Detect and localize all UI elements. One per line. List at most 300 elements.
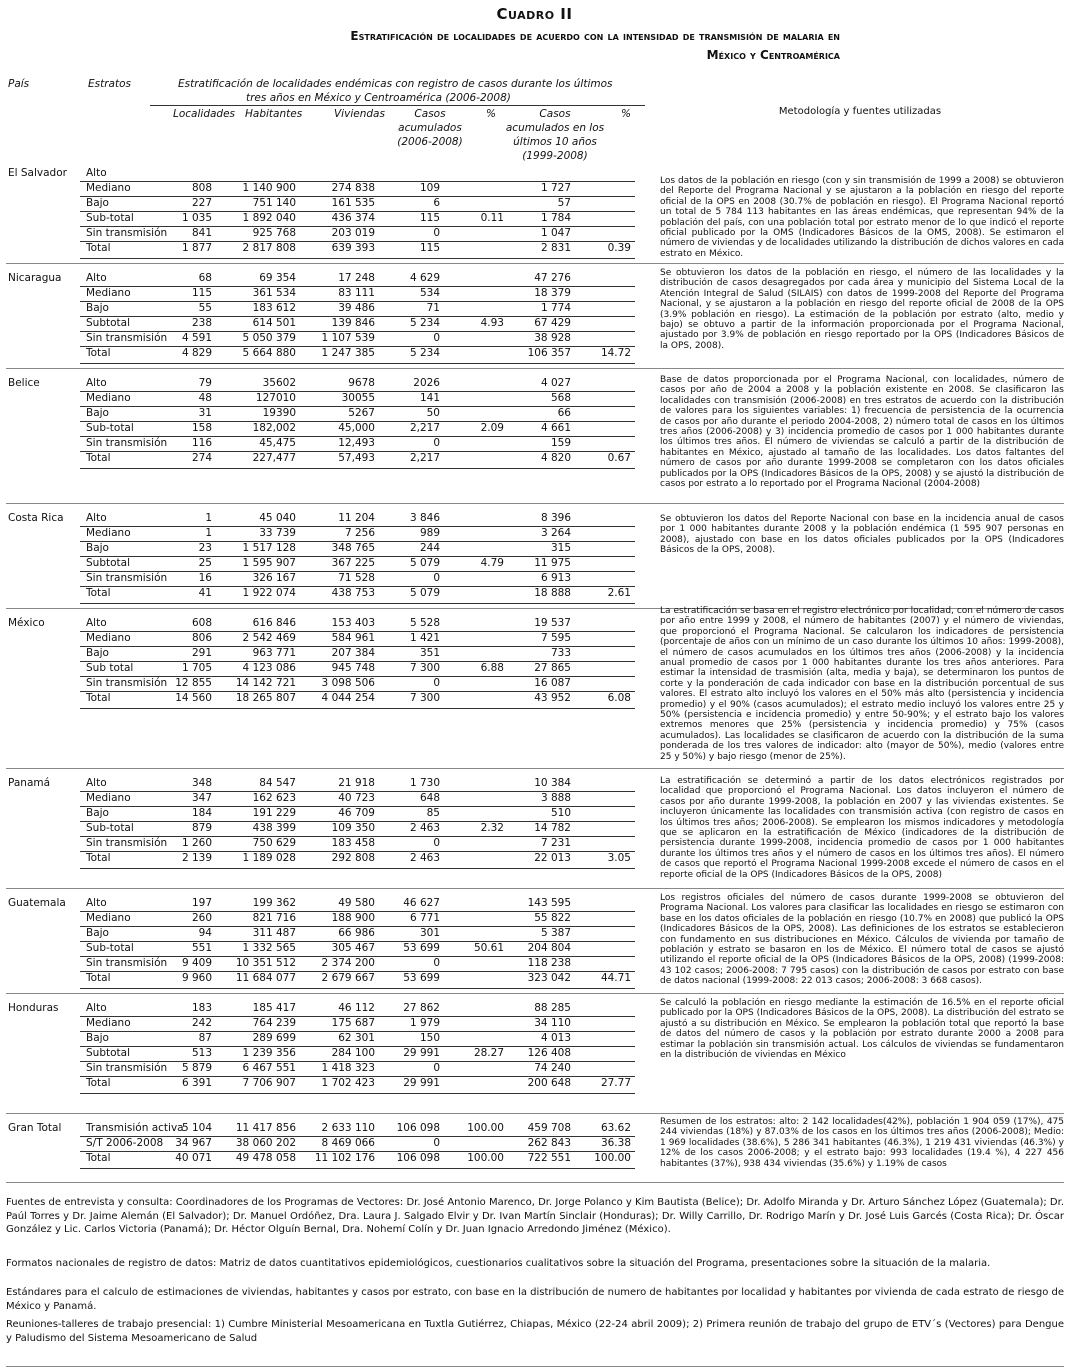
country-separator [6, 368, 1064, 369]
localidades-cell: 1 035 [181, 212, 212, 224]
localidades-cell: 608 [191, 617, 212, 629]
casos-cell: 5 528 [409, 617, 440, 629]
estrato-cell: Alto [86, 167, 107, 179]
row-rule [80, 676, 635, 677]
casos-10-cell: 16 087 [534, 677, 571, 689]
viviendas-cell: 945 748 [331, 662, 375, 674]
habitantes-cell: 191 229 [252, 807, 296, 819]
header-casos [385, 107, 475, 149]
casos-cell: 5 079 [409, 557, 440, 569]
localidades-cell: 23 [198, 542, 212, 554]
casos-cell: 648 [419, 792, 440, 804]
pct-10-cell: 63.62 [600, 1122, 631, 1134]
habitantes-cell: 2 542 469 [242, 632, 296, 644]
viviendas-cell: 12,493 [338, 437, 375, 449]
row-rule [80, 1151, 635, 1152]
viviendas-cell: 57,493 [338, 452, 375, 464]
row-rule [80, 821, 635, 822]
casos-10-cell: 34 110 [534, 1017, 571, 1029]
estrato-cell: Sin transmisión [86, 437, 168, 449]
row-rule [80, 836, 635, 837]
casos-10-cell: 11 975 [534, 557, 571, 569]
localidades-cell: 183 [191, 1002, 212, 1014]
casos-10-cell: 4 013 [540, 1032, 571, 1044]
casos-10-cell: 66 [557, 407, 571, 419]
pct-cell: 4.93 [480, 317, 504, 329]
localidades-cell: 6 391 [181, 1077, 212, 1089]
row-rule [80, 421, 635, 422]
row-rule [80, 226, 635, 227]
casos-cell: 244 [419, 542, 440, 554]
habitantes-cell: 84 547 [259, 777, 296, 789]
casos-cell: 0 [433, 572, 440, 584]
habitantes-cell: 11 684 077 [235, 972, 296, 984]
casos-cell: 7 300 [409, 692, 440, 704]
row-rule [80, 301, 635, 302]
viviendas-cell: 188 900 [331, 912, 375, 924]
row-rule [80, 181, 635, 182]
estrato-cell: Bajo [86, 542, 109, 554]
habitantes-cell: 925 768 [252, 227, 296, 239]
casos-10-cell: 1 784 [540, 212, 571, 224]
habitantes-cell: 45 040 [259, 512, 296, 524]
habitantes-cell: 963 771 [252, 647, 296, 659]
casos-10-cell: 22 013 [534, 852, 571, 864]
estrato-cell: Total [86, 852, 111, 864]
casos-cell: 2026 [413, 377, 440, 389]
pct-cell: 6.88 [480, 662, 504, 674]
casos-cell: 1 421 [409, 632, 440, 644]
viviendas-cell: 40 723 [338, 792, 375, 804]
localidades-cell: 513 [191, 1047, 212, 1059]
habitantes-cell: 438 399 [252, 822, 296, 834]
estrato-cell: Sin transmisión [86, 677, 168, 689]
viviendas-cell: 153 403 [331, 617, 375, 629]
viviendas-cell: 11 204 [338, 512, 375, 524]
casos-10-cell: 8 396 [540, 512, 571, 524]
localidades-cell: 115 [191, 287, 212, 299]
casos-10-cell: 722 551 [527, 1152, 571, 1164]
country-name: Panamá [8, 777, 51, 789]
row-rule [80, 646, 635, 647]
habitantes-cell: 14 142 721 [235, 677, 296, 689]
viviendas-cell: 46 709 [338, 807, 375, 819]
block-bottom-rule [80, 988, 635, 989]
casos-10-cell: 4 820 [540, 452, 571, 464]
habitantes-cell: 1 595 907 [242, 557, 296, 569]
habitantes-cell: 289 699 [252, 1032, 296, 1044]
pct-cell: 2.09 [480, 422, 504, 434]
viviendas-cell: 2 679 667 [321, 972, 375, 984]
habitantes-cell: 162 623 [252, 792, 296, 804]
methodology-text: Se obtuvieron los datos del Reporte Nacional con base en la incidencia anual de casos por 1 000 habitantes durante 2008 y la población endémica (1 595 907 personas en 2008), ajustado con base en los datos oficiales publicados por la OPS (Indicadores Básicos de la OPS, 2008). [660, 514, 1064, 556]
casos-cell: 2,217 [409, 422, 440, 434]
casos-10-cell: 2 831 [540, 242, 571, 254]
casos-cell: 0 [433, 227, 440, 239]
row-rule [80, 586, 635, 587]
header-casos-line: (2006-2008) [397, 136, 463, 148]
casos-cell: 5 079 [409, 587, 440, 599]
casos-cell: 3 846 [409, 512, 440, 524]
viviendas-cell: 7 256 [344, 527, 375, 539]
estrato-cell: Sin transmisión [86, 957, 168, 969]
casos-cell: 2 463 [409, 852, 440, 864]
country-name: El Salvador [8, 167, 67, 179]
header-casos-10 [500, 107, 610, 163]
estrato-cell: Subtotal [86, 1047, 130, 1059]
methodology-text: Se calculó la población en riesgo mediante la estimación de 16.5% en el reporte oficial publicado por la OPS (Indicadores Básicos de la OPS, 2008). La distribución del estrato se ajustó a su distribución en México. Se emplearon la población total que reportó la base de datos del número de casos y la población por estrato durante 2000 a 2008 para estimar la población sin transmisión actual. Los cálculos de viviendas se fundamentaron en la distribución de viviendas en México [660, 998, 1064, 1061]
localidades-cell: 1 [205, 527, 212, 539]
casos-cell: 0 [433, 1062, 440, 1074]
estrato-cell: Subtotal [86, 317, 130, 329]
casos-cell: 0 [433, 837, 440, 849]
row-rule [80, 956, 635, 957]
localidades-cell: 116 [191, 437, 212, 449]
block-bottom-rule [80, 468, 635, 469]
casos-10-cell: 5 387 [540, 927, 571, 939]
pct-10-cell: 44.71 [600, 972, 631, 984]
methodology-text: Base de datos proporcionada por el Programa Nacional, con localidades, número de casos por año de 2004 a 2008 y la población existente en 2008. Se clasificaron las localidades con transmisión (2006-2008) en tres estratos de acuerdo con la distribución de valores para los siguientes variables: 1) frecuencia de persistencia de la ocurrencia de casos por año durante el periodo 2004-2008, 2) número total de casos en los últimos tres años (2006-2008) y 3) incidencia promedio de casos por 1 000 habitantes durante los últimos tres años. El número de viviendas se calculó a partir de la distribución de habitantes en México, ajustado al tamaño de las localidades. Los datos faltantes del número de casos por año durante 1999-2008 se completaron con los datos oficiales publicados por la OPS (Indicadores Básicos de la OPS, 2008) y se ajustó la distribución de casos por estrato a lo reportado por el Programa Nacional (2004-2008) [660, 375, 1064, 490]
casos-cell: 46 627 [403, 897, 440, 909]
localidades-cell: 25 [198, 557, 212, 569]
estrato-cell: Mediano [86, 287, 131, 299]
row-rule [80, 851, 635, 852]
localidades-cell: 238 [191, 317, 212, 329]
localidades-cell: 79 [198, 377, 212, 389]
viviendas-cell: 175 687 [331, 1017, 375, 1029]
pct-10-cell: 36.38 [600, 1137, 631, 1149]
estrato-cell: Mediano [86, 632, 131, 644]
viviendas-cell: 21 918 [338, 777, 375, 789]
estrato-cell: Bajo [86, 302, 109, 314]
header-stratification: Estratificación de localidades endémicas con registro de casos durante los últimos [178, 78, 613, 90]
footnote-separator [6, 1182, 1064, 1183]
header-casos-line: acumulados [398, 122, 462, 134]
localidades-cell: 184 [191, 807, 212, 819]
habitantes-cell: 750 629 [252, 837, 296, 849]
table-title-line: México y Centroamérica [706, 48, 840, 62]
viviendas-cell: 584 961 [331, 632, 375, 644]
viviendas-cell: 639 393 [331, 242, 375, 254]
country-name: Nicaragua [8, 272, 62, 284]
estrato-cell: Sin transmisión [86, 837, 168, 849]
habitantes-cell: 326 167 [252, 572, 296, 584]
casos-cell: 2 463 [409, 822, 440, 834]
casos-10-cell: 47 276 [534, 272, 571, 284]
casos-10-cell: 74 240 [534, 1062, 571, 1074]
localidades-cell: 348 [191, 777, 212, 789]
pct-10-cell: 6.08 [607, 692, 631, 704]
country-separator [6, 768, 1064, 769]
habitantes-cell: 764 239 [252, 1017, 296, 1029]
localidades-cell: 14 560 [175, 692, 212, 704]
row-rule [80, 791, 635, 792]
pct-10-cell: 0.67 [607, 452, 631, 464]
habitantes-cell: 69 354 [259, 272, 296, 284]
estrato-cell: Total [86, 242, 111, 254]
viviendas-cell: 11 102 176 [314, 1152, 375, 1164]
estrato-cell: Bajo [86, 1032, 109, 1044]
estrato-cell: Mediano [86, 392, 131, 404]
pct-cell: 0.11 [480, 212, 504, 224]
habitantes-cell: 614 501 [252, 317, 296, 329]
viviendas-cell: 274 838 [331, 182, 375, 194]
country-name: Belice [8, 377, 40, 389]
casos-cell: 109 [419, 182, 440, 194]
casos-cell: 71 [426, 302, 440, 314]
localidades-cell: 242 [191, 1017, 212, 1029]
pct-10-cell: 27.77 [600, 1077, 631, 1089]
row-rule [80, 806, 635, 807]
localidades-cell: 841 [191, 227, 212, 239]
viviendas-cell: 71 528 [338, 572, 375, 584]
casos-10-cell: 204 804 [527, 942, 571, 954]
country-separator [6, 993, 1064, 994]
localidades-cell: 87 [198, 1032, 212, 1044]
casos-cell: 5 234 [409, 317, 440, 329]
habitantes-cell: 199 362 [252, 897, 296, 909]
viviendas-cell: 161 535 [331, 197, 375, 209]
casos-10-cell: 43 952 [534, 692, 571, 704]
row-rule [80, 971, 635, 972]
pct-10-cell: 3.05 [607, 852, 631, 864]
row-rule [80, 1046, 635, 1047]
header-casos-10-line: (1999-2008) [522, 150, 588, 162]
localidades-cell: 41 [198, 587, 212, 599]
methodology-text: Los datos de la población en riesgo (con y sin transmisión de 1999 a 2008) se obtuvieron del Reporte del Programa Nacional y se ajustaron a la población en riesgo del reporte oficial de la OPS en 2008 (30.7% de población en riesgo). El Programa Nacional reportó un total de 5 784 113 habitantes en las áreas endémicas, que representan 94% de la población del país, con una población total por estrato menor de lo que indicó el reporte oficial publicado por la OMS (Indicadores Básicos de la OMS, 2008). Se estimaron el número de viviendas y de localidades utilizando la distribución de dichos valores en cada estrato en México. [660, 176, 1064, 259]
estrato-cell: Total [86, 972, 111, 984]
viviendas-cell: 436 374 [331, 212, 375, 224]
footnote-formatos: Formatos nacionales de registro de datos: Matriz de datos cuantitativos epidemiológicos, cuestionarios cualitativos sobre la situación del Programa, presentaciones sobre la situación de la malaria. [6, 1258, 991, 1269]
row-rule [80, 661, 635, 662]
header-pct-10: % [621, 108, 631, 120]
casos-10-cell: 106 357 [527, 347, 571, 359]
localidades-cell: 16 [198, 572, 212, 584]
habitantes-cell: 38 060 202 [235, 1137, 296, 1149]
methodology-text: Se obtuvieron los datos de la población en riesgo, el número de las localidades y la distribución de casos desagregados por cada área y municipio del Sistema Local de la Atención Integral de Salud (SILAIS) con datos de 1999-2008 del Reporte del Programa Nacional, y se ajustaron a la población en riesgo del reporte oficial de 2008 de la OPS (3.9% población en riesgo). La estimación de la población por estrato (alto, medio y bajo) se obtuvo a partir de la información proporcionada por el Programa Nacional, ajustado por 3.9% de población en riesgo reportado por la OPS (Indicadores Básicos de la OPS, 2008). [660, 268, 1064, 351]
habitantes-cell: 127010 [255, 392, 296, 404]
row-rule [80, 391, 635, 392]
table-title [230, 27, 840, 65]
localidades-cell: 347 [191, 792, 212, 804]
estrato-cell: Mediano [86, 527, 131, 539]
habitantes-cell: 227,477 [252, 452, 296, 464]
header-casos-10-line: acumulados en los [505, 122, 605, 134]
habitantes-cell: 185 417 [252, 1002, 296, 1014]
pct-cell: 100.00 [467, 1122, 504, 1134]
pct-cell: 50.61 [473, 942, 504, 954]
pct-cell: 4.79 [480, 557, 504, 569]
viviendas-cell: 83 111 [338, 287, 375, 299]
header-viviendas: Viviendas [334, 108, 385, 120]
habitantes-cell: 1 140 900 [242, 182, 296, 194]
row-rule [80, 1061, 635, 1062]
localidades-cell: 808 [191, 182, 212, 194]
footnote-estandares: Estándares para el calculo de estimaciones de viviendas, habitantes y casos por estrato, con base en la distribución de numero de habitantes por localidad y habitantes por vivienda de cada estrato de riesgo de México y Panamá. [6, 1287, 1064, 1312]
footnote-separator [6, 1366, 1064, 1367]
localidades-cell: 1 877 [181, 242, 212, 254]
habitantes-cell: 1 239 356 [242, 1047, 296, 1059]
header-rule [150, 105, 645, 106]
localidades-cell: 1 705 [181, 662, 212, 674]
casos-10-cell: 1 774 [540, 302, 571, 314]
block-bottom-rule [80, 1093, 635, 1094]
viviendas-cell: 5267 [348, 407, 375, 419]
localidades-cell: 68 [198, 272, 212, 284]
casos-10-cell: 262 843 [527, 1137, 571, 1149]
viviendas-cell: 8 469 066 [321, 1137, 375, 1149]
estrato-cell: Total [86, 347, 111, 359]
localidades-cell: 274 [191, 452, 212, 464]
habitantes-cell: 5 050 379 [242, 332, 296, 344]
viviendas-cell: 66 986 [338, 927, 375, 939]
casos-cell: 115 [419, 212, 440, 224]
header-stratification-2: tres años en México y Centroamérica (2006-2008) [246, 92, 511, 104]
viviendas-cell: 1 107 539 [321, 332, 375, 344]
row-rule [80, 691, 635, 692]
casos-10-cell: 4 027 [540, 377, 571, 389]
habitantes-cell: 49 478 058 [235, 1152, 296, 1164]
methodology-text: Resumen de los estratos: alto: 2 142 localidades(42%), población 1 904 059 (17%), 475 244 viviendas (18%) y 87.03% de los casos en los últimos tres años (2006-2008); Medio: 1 969 localidades (38.6%), 5 286 341 habitantes (46.3%), 1 219 431 viviendas (46.3%) y 12% de los casos 2006-2008; y el estrato bajo: 993 localidades (19.4 %), 4 227 456 habitantes (37%), 938 434 viviendas (35.6%) y 1.19% de casos [660, 1117, 1064, 1169]
header-metodologia: Metodología y fuentes utilizadas [778, 106, 942, 117]
localidades-cell: 158 [191, 422, 212, 434]
estrato-cell: Bajo [86, 807, 109, 819]
localidades-cell: 806 [191, 632, 212, 644]
country-name: Costa Rica [8, 512, 64, 524]
habitantes-cell: 4 123 086 [242, 662, 296, 674]
casos-cell: 1 730 [409, 777, 440, 789]
estrato-cell: Sub-total [86, 942, 134, 954]
habitantes-cell: 311 487 [252, 927, 296, 939]
habitantes-cell: 11 417 856 [235, 1122, 296, 1134]
casos-cell: 6 771 [409, 912, 440, 924]
estrato-cell: Sin transmisión [86, 227, 168, 239]
casos-10-cell: 1 047 [540, 227, 571, 239]
casos-10-cell: 18 379 [534, 287, 571, 299]
casos-cell: 106 098 [396, 1152, 440, 1164]
viviendas-cell: 4 044 254 [321, 692, 375, 704]
row-rule [80, 941, 635, 942]
habitantes-cell: 1 892 040 [242, 212, 296, 224]
viviendas-cell: 39 486 [338, 302, 375, 314]
viviendas-cell: 367 225 [331, 557, 375, 569]
row-rule [80, 1016, 635, 1017]
localidades-cell: 9 960 [181, 972, 212, 984]
block-bottom-rule [80, 603, 635, 604]
row-rule [80, 1031, 635, 1032]
casos-cell: 50 [426, 407, 440, 419]
habitantes-cell: 1 189 028 [242, 852, 296, 864]
casos-cell: 5 234 [409, 347, 440, 359]
viviendas-cell: 348 765 [331, 542, 375, 554]
estrato-cell: Alto [86, 1002, 107, 1014]
estrato-cell: Mediano [86, 792, 131, 804]
estrato-cell: Total [86, 692, 111, 704]
localidades-cell: 1 260 [181, 837, 212, 849]
estrato-cell: Total [86, 452, 111, 464]
estrato-cell: Alto [86, 377, 107, 389]
localidades-cell: 227 [191, 197, 212, 209]
header-pais: País [8, 78, 30, 90]
header-localidades: Localidades [173, 108, 236, 120]
viviendas-cell: 3 098 506 [321, 677, 375, 689]
localidades-cell: 55 [198, 302, 212, 314]
estrato-cell: S/T 2006-2008 [86, 1137, 164, 1149]
casos-10-cell: 200 648 [527, 1077, 571, 1089]
casos-10-cell: 88 285 [534, 1002, 571, 1014]
habitantes-cell: 6 467 551 [242, 1062, 296, 1074]
habitantes-cell: 1 922 074 [242, 587, 296, 599]
viviendas-cell: 49 580 [338, 897, 375, 909]
header-casos-10-line: últimos 10 años [513, 136, 597, 148]
viviendas-cell: 292 808 [331, 852, 375, 864]
casos-cell: 141 [419, 392, 440, 404]
casos-cell: 534 [419, 287, 440, 299]
row-rule [80, 346, 635, 347]
country-separator [6, 263, 1064, 264]
habitantes-cell: 18 265 807 [235, 692, 296, 704]
viviendas-cell: 45,000 [338, 422, 375, 434]
row-rule [80, 631, 635, 632]
casos-10-cell: 38 928 [534, 332, 571, 344]
pct-10-cell: 100.00 [594, 1152, 631, 1164]
estrato-cell: Total [86, 1152, 111, 1164]
pct-cell: 28.27 [473, 1047, 504, 1059]
row-rule [80, 451, 635, 452]
viviendas-cell: 139 846 [331, 317, 375, 329]
casos-10-cell: 126 408 [527, 1047, 571, 1059]
casos-10-cell: 3 888 [540, 792, 571, 804]
viviendas-cell: 109 350 [331, 822, 375, 834]
habitantes-cell: 183 612 [252, 302, 296, 314]
casos-cell: 115 [419, 242, 440, 254]
estrato-cell: Sin transmisión [86, 572, 168, 584]
casos-cell: 4 629 [409, 272, 440, 284]
casos-10-cell: 459 708 [527, 1122, 571, 1134]
block-bottom-rule [80, 868, 635, 869]
casos-cell: 150 [419, 1032, 440, 1044]
estrato-cell: Bajo [86, 197, 109, 209]
estrato-cell: Bajo [86, 407, 109, 419]
habitantes-cell: 5 664 880 [242, 347, 296, 359]
localidades-cell: 40 071 [175, 1152, 212, 1164]
habitantes-cell: 45,475 [259, 437, 296, 449]
estrato-cell: Subtotal [86, 557, 130, 569]
estrato-cell: Sub-total [86, 822, 134, 834]
casos-cell: 0 [433, 332, 440, 344]
habitantes-cell: 821 716 [252, 912, 296, 924]
row-rule [80, 406, 635, 407]
estrato-cell: Alto [86, 617, 107, 629]
localidades-cell: 551 [191, 942, 212, 954]
localidades-cell: 5 879 [181, 1062, 212, 1074]
habitantes-cell: 7 706 907 [242, 1077, 296, 1089]
casos-10-cell: 1 727 [540, 182, 571, 194]
localidades-cell: 879 [191, 822, 212, 834]
pct-10-cell: 0.39 [607, 242, 631, 254]
table-number: Cuadro II [496, 5, 573, 23]
row-rule [80, 1136, 635, 1137]
footnote-reuniones: Reuniones-talleres de trabajo presencial: 1) Cumbre Ministerial Mesoamericana en Tuxtla Gutiérrez, Chiapas, México (22-24 abril 2009); 2) Primera reunión de trabajo del grupo de ETV´s (Vectores) para Dengue y Paludismo del Sistema Mesoamericano de Salud [6, 1319, 1064, 1344]
casos-10-cell: 159 [550, 437, 571, 449]
viviendas-cell: 284 100 [331, 1047, 375, 1059]
casos-cell: 2,217 [409, 452, 440, 464]
casos-cell: 53 699 [403, 942, 440, 954]
casos-10-cell: 18 888 [534, 587, 571, 599]
row-rule [80, 1076, 635, 1077]
casos-10-cell: 315 [550, 542, 571, 554]
casos-10-cell: 143 595 [527, 897, 571, 909]
